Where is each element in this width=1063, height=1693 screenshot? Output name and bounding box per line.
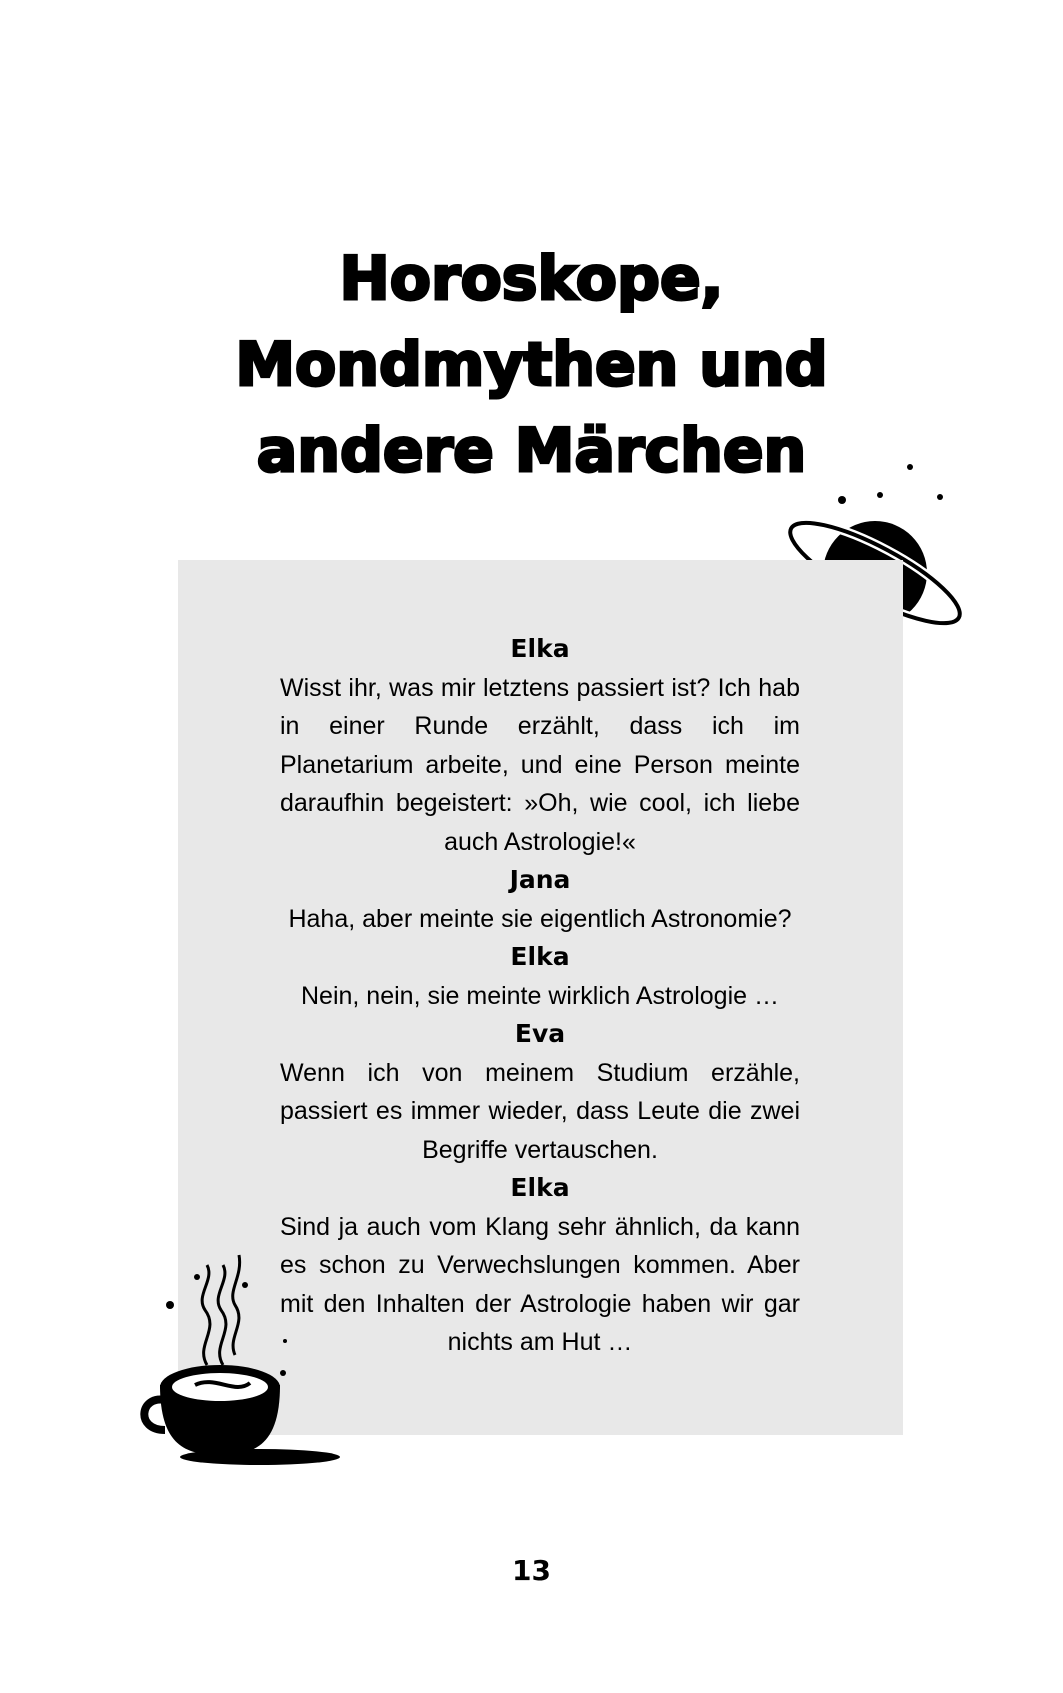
title-line-2: Mondmythen und — [235, 330, 828, 400]
speaker-name: Eva — [514, 1019, 566, 1048]
speaker-name: Jana — [509, 865, 571, 894]
speaker-name: Elka — [510, 634, 570, 663]
dialog-line: Sind ja auch vom Klang sehr ähnlich, da kann es schon zu Verwechslungen kommen. Aber mit den Inhalten der Astrologie haben wir gar nichts am Hut … — [280, 1212, 800, 1356]
dialog-line: Wenn ich von meinem Studium erzähle, passiert es immer wieder, dass Leute die zwei Begriffe vertauschen. — [280, 1058, 800, 1164]
title-line-1: Horoskope, — [339, 244, 724, 314]
speaker-name: Elka — [510, 1173, 570, 1202]
dialog-line: Wisst ihr, was mir letztens passiert ist? Ich hab in einer Runde erzählt, dass ich im Planetarium arbeite, und eine Person meinte daraufhin begeistert: »Oh, wie cool, ich liebe auch Astrologie!« — [280, 673, 800, 856]
speaker-name: Elka — [510, 942, 570, 971]
dialog — [280, 630, 800, 1362]
dialog-line: Haha, aber meinte sie eigentlich Astronomie? — [288, 904, 792, 933]
title-line-3: andere Märchen — [256, 416, 807, 486]
dialog-line: Nein, nein, sie meinte wirklich Astrologie … — [301, 981, 779, 1010]
page-number: 13 — [512, 1554, 551, 1587]
